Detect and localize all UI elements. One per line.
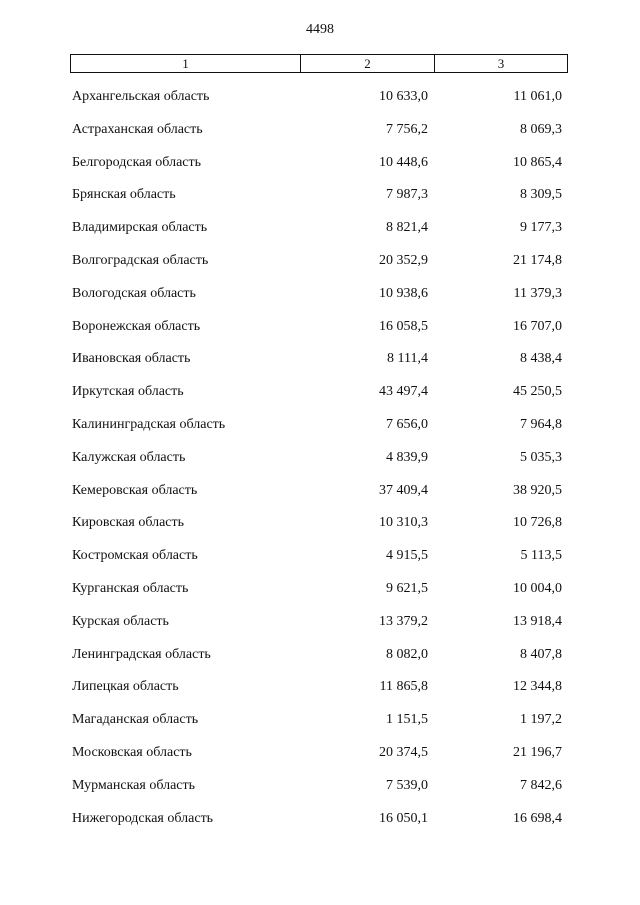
value-column-3: 8 407,8 [520, 646, 562, 662]
value-column-2: 7 539,0 [386, 777, 428, 793]
value-column-3: 5 035,3 [520, 449, 562, 465]
table-row [0, 676, 640, 709]
table-row [0, 742, 640, 775]
value-column-2: 43 497,4 [379, 384, 428, 400]
region-name: Волгоградская область [72, 252, 209, 268]
table-row [0, 184, 640, 217]
table-row [0, 283, 640, 316]
value-column-2: 4 915,5 [386, 548, 428, 564]
value-column-2: 10 448,6 [379, 154, 428, 170]
table-row [0, 316, 640, 349]
region-name: Архангельская область [72, 89, 210, 104]
region-name: Воронежская область [72, 318, 201, 334]
value-column-2: 7 756,2 [386, 121, 428, 137]
table-row [0, 381, 640, 414]
value-column-2: 10 310,3 [379, 515, 428, 531]
table-row [0, 644, 640, 677]
value-column-3: 16 707,0 [513, 318, 562, 334]
table-row [0, 512, 640, 545]
region-name: Владимирская область [72, 220, 208, 236]
table-row [0, 250, 640, 283]
value-column-3: 10 726,8 [513, 515, 562, 531]
value-column-3: 7 964,8 [520, 416, 562, 432]
region-name: Брянская область [72, 187, 176, 203]
table-row [0, 611, 640, 644]
page-number: 4498 [306, 22, 334, 37]
value-column-3: 21 174,8 [513, 252, 562, 268]
value-column-2: 20 352,9 [379, 252, 428, 268]
table-row [0, 447, 640, 480]
table-row [0, 152, 640, 185]
value-column-3: 5 113,5 [520, 548, 562, 564]
value-column-2: 7 987,3 [386, 187, 428, 203]
value-column-2: 10 633,0 [379, 89, 428, 104]
value-column-2: 37 409,4 [379, 482, 428, 498]
value-column-3: 45 250,5 [513, 384, 562, 400]
value-column-2: 10 938,6 [379, 285, 428, 301]
table-row [0, 480, 640, 513]
region-name: Кировская область [72, 515, 185, 531]
region-name: Иркутская область [72, 384, 184, 400]
value-column-3: 9 177,3 [520, 220, 562, 236]
region-name: Нижегородская область [72, 810, 214, 826]
value-column-2: 8 111,4 [387, 351, 428, 367]
table-row [0, 709, 640, 742]
value-column-2: 7 656,0 [386, 416, 428, 432]
value-column-2: 11 865,8 [379, 679, 428, 695]
value-column-3: 11 061,0 [513, 89, 562, 104]
value-column-3: 16 698,4 [513, 810, 562, 826]
region-name: Калужская область [72, 449, 186, 465]
table-row [0, 578, 640, 611]
region-name: Мурманская область [72, 777, 196, 793]
value-column-2: 20 374,5 [379, 744, 428, 760]
region-name: Ленинградская область [72, 646, 211, 662]
value-column-3: 10 004,0 [513, 580, 562, 596]
value-column-3: 8 438,4 [520, 351, 562, 367]
value-column-3: 10 865,4 [513, 154, 562, 170]
region-name: Магаданская область [72, 712, 199, 728]
value-column-2: 8 082,0 [386, 646, 428, 662]
region-name: Липецкая область [72, 679, 179, 695]
region-name: Курская область [72, 613, 169, 629]
region-name: Курганская область [72, 580, 189, 596]
table-row [0, 348, 640, 381]
value-column-3: 38 920,5 [513, 482, 562, 498]
table-body [0, 86, 640, 840]
value-column-3: 1 197,2 [520, 712, 562, 728]
value-column-3: 8 309,5 [520, 187, 562, 203]
value-column-2: 16 050,1 [379, 810, 428, 826]
column-header-2: 2 [301, 55, 435, 72]
table-header [70, 54, 568, 73]
table-row [0, 119, 640, 152]
value-column-2: 16 058,5 [379, 318, 428, 334]
value-column-2: 9 621,5 [386, 580, 428, 596]
value-column-3: 21 196,7 [513, 744, 562, 760]
region-name: Вологодская область [72, 285, 196, 301]
region-name: Московская область [72, 744, 192, 760]
table-row [0, 808, 640, 841]
region-name: Кемеровская область [72, 482, 198, 498]
column-header-3: 3 [497, 56, 505, 71]
value-column-2: 4 839,9 [386, 449, 428, 465]
value-column-2: 1 151,5 [386, 712, 428, 728]
value-column-2: 8 821,4 [386, 220, 428, 236]
table-row [0, 545, 640, 578]
table-row [0, 414, 640, 447]
value-column-3: 13 918,4 [513, 613, 562, 629]
region-name: Астраханская область [72, 121, 203, 137]
value-column-3: 12 344,8 [513, 679, 562, 695]
region-name: Ивановская область [72, 351, 191, 367]
table-row [0, 86, 640, 119]
region-name: Калининградская область [72, 416, 226, 432]
region-name: Костромская область [72, 548, 198, 564]
table-row [0, 775, 640, 808]
value-column-3: 7 842,6 [520, 777, 562, 793]
value-column-3: 8 069,3 [520, 121, 562, 137]
region-name: Белгородская область [72, 154, 202, 170]
value-column-3: 11 379,3 [513, 285, 562, 301]
table-row [0, 217, 640, 250]
value-column-2: 13 379,2 [379, 613, 428, 629]
column-header-1: 1 [71, 55, 301, 72]
